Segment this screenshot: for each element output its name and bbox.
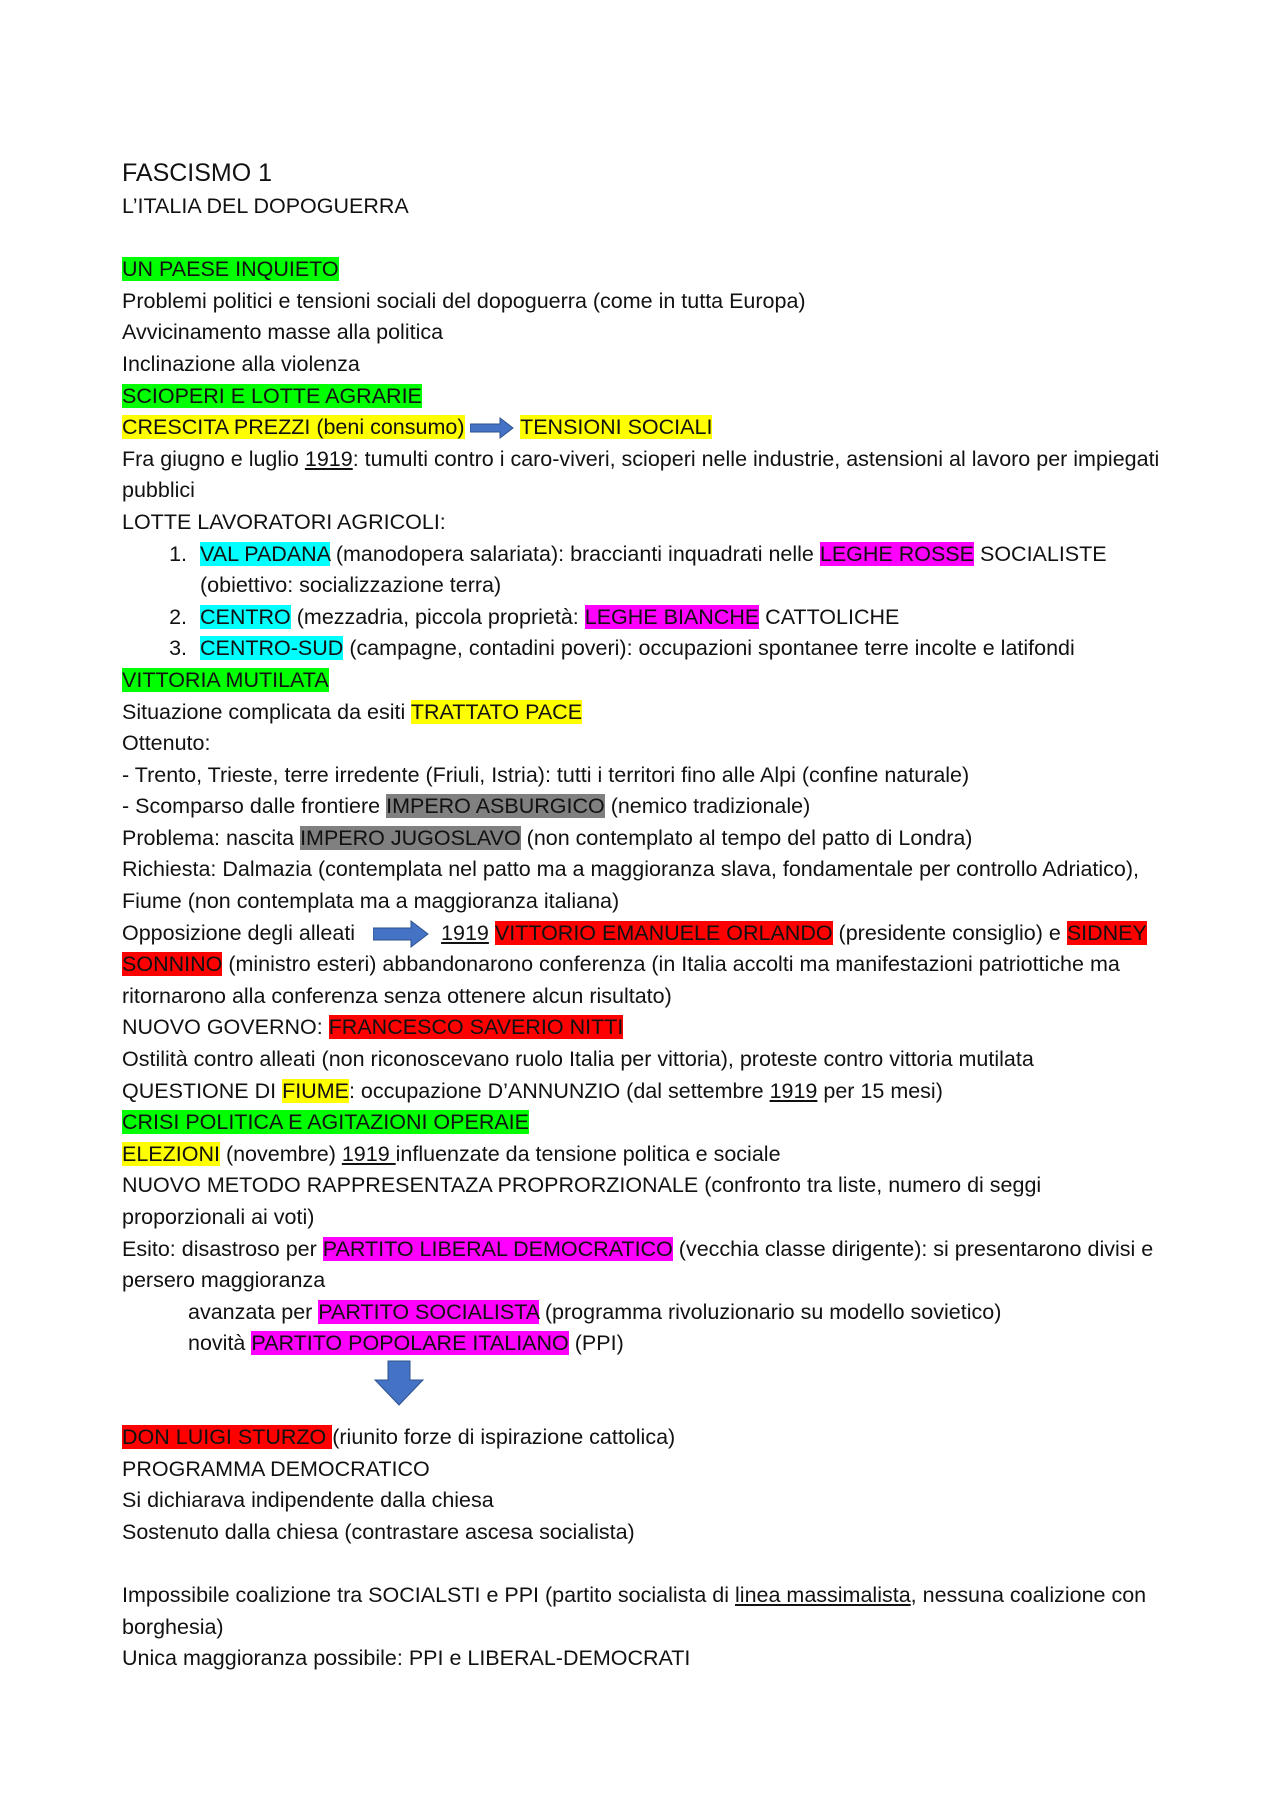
strikes-paragraph: Fra giugno e luglio 1919: tumulti contro i caro-viveri, scioperi nelle industrie, astensioni al lavoro per impiegati pubblici [122,446,1160,503]
page-title: FASCISMO 1 [122,159,273,187]
text-line: Inclinazione alla violenza [122,351,360,376]
section-heading-vittoria-mutilata: VITTORIA MUTILATA [122,667,329,692]
metodo-paragraph: NUOVO METODO RAPPRESENTAZA PROPRORZIONALE (confronto tra liste, numero di seggi proporzionali ai voti) [122,1173,1042,1229]
text-line: Si dichiarava indipendente dalla chiesa [122,1488,494,1513]
text-line: - Scomparso dalle frontiere IMPERO ASBURGICO (nemico tradizionale) [122,794,811,819]
section-heading-paese-inquieto: UN PAESE INQUIETO [122,257,339,282]
right-arrow-icon [373,920,429,948]
text-line: Problema: nascita IMPERO JUGOSLAVO (non contemplato al tempo del patto di Londra) [122,825,973,850]
blank-line [122,223,1162,255]
blank-line [122,1548,1162,1580]
text-line: Sostenuto dalla chiesa (contrastare ascesa socialista) [122,1519,635,1544]
down-arrow-icon [374,1360,424,1406]
right-arrow-icon [470,417,514,439]
document-body [122,155,1162,1675]
list-item: 3. CENTRO-SUD (campagne, contadini poveri): occupazioni spontanee terre incolte e latifondi [169,636,1075,661]
text-line: PROGRAMMA DEMOCRATICO [122,1456,430,1481]
opposizione-paragraph: Opposizione degli alleati 1919 VITTORIO EMANUELE ORLANDO (presidente consiglio) e SIDNEY SONNINO (ministro esteri) abbandonarono conferenza (in Italia accolti ma manifestazioni patriottiche ma ritornarono alla conferenza senza ottenere alcun risultato) [122,920,1147,1008]
list-item: 2. CENTRO (mezzadria, piccola proprietà: LEGHE BIANCHE CATTOLICHE [169,604,900,629]
text-line: avanzata per PARTITO SOCIALISTA (programma rivoluzionario su modello sovietico) [188,1299,1002,1324]
text-line: novità PARTITO POPOLARE ITALIANO (PPI) [188,1331,624,1356]
section-heading-crisi-politica: CRISI POLITICA E AGITAZIONI OPERAIE [122,1110,529,1135]
text-line: Situazione complicata da esiti TRATTATO PACE [122,699,583,724]
down-arrow-row [122,1360,1162,1422]
text-line: Problemi politici e tensioni sociali del dopoguerra (come in tutta Europa) [122,288,806,313]
richiesta-paragraph: Richiesta: Dalmazia (contemplata nel patto ma a maggioranza slava, fondamentale per controllo Adriatico), Fiume (non contemplata ma a maggioranza italiana) [122,857,1139,914]
list-item: 1. VAL PADANA (manodopera salariata): braccianti inquadrati nelle LEGHE ROSSE SOCIALISTE (obiettivo: socializzazione terra) [169,541,1107,598]
lotte-label: LOTTE LAVORATORI AGRICOLI: [122,509,446,534]
text-line: ELEZIONI (novembre) 1919 influenzate da tensione politica e sociale [122,1141,781,1166]
impossibile-paragraph: Impossibile coalizione tra SOCIALSTI e PPI (partito socialista di linea massimalista, nessuna coalizione con borghesia) [122,1582,1147,1639]
text-line: Ostilità contro alleati (non riconoscevano ruolo Italia per vittoria), proteste contro vittoria mutilata [122,1047,1034,1072]
page-subtitle: L’ITALIA DEL DOPOGUERRA [122,194,409,218]
effect-label: TENSIONI SOCIALI [520,415,713,440]
cause-effect-line [122,412,1162,444]
esito-paragraph: Esito: disastroso per PARTITO LIBERAL DEMOCRATICO (vecchia classe dirigente): si presentarono divisi e persero maggioranza [122,1236,1154,1293]
text-line: Avvicinamento masse alla politica [122,320,444,345]
section-heading-scioperi: SCIOPERI E LOTTE AGRARIE [122,383,422,408]
text-line: QUESTIONE DI FIUME: occupazione D’ANNUNZIO (dal settembre 1919 per 15 mesi) [122,1078,943,1103]
text-line: Ottenuto: [122,731,211,756]
text-line: NUOVO GOVERNO: FRANCESCO SAVERIO NITTI [122,1015,624,1040]
text-line: DON LUIGI STURZO (riunito forze di ispirazione cattolica) [122,1424,676,1449]
text-line: Unica maggioranza possibile: PPI e LIBERAL-DEMOCRATI [122,1646,691,1671]
text-line: - Trento, Trieste, terre irredente (Friuli, Istria): tutti i territori fino alle Alpi (confine naturale) [122,762,970,787]
cause-label: CRESCITA PREZZI (beni consumo) [122,415,465,440]
